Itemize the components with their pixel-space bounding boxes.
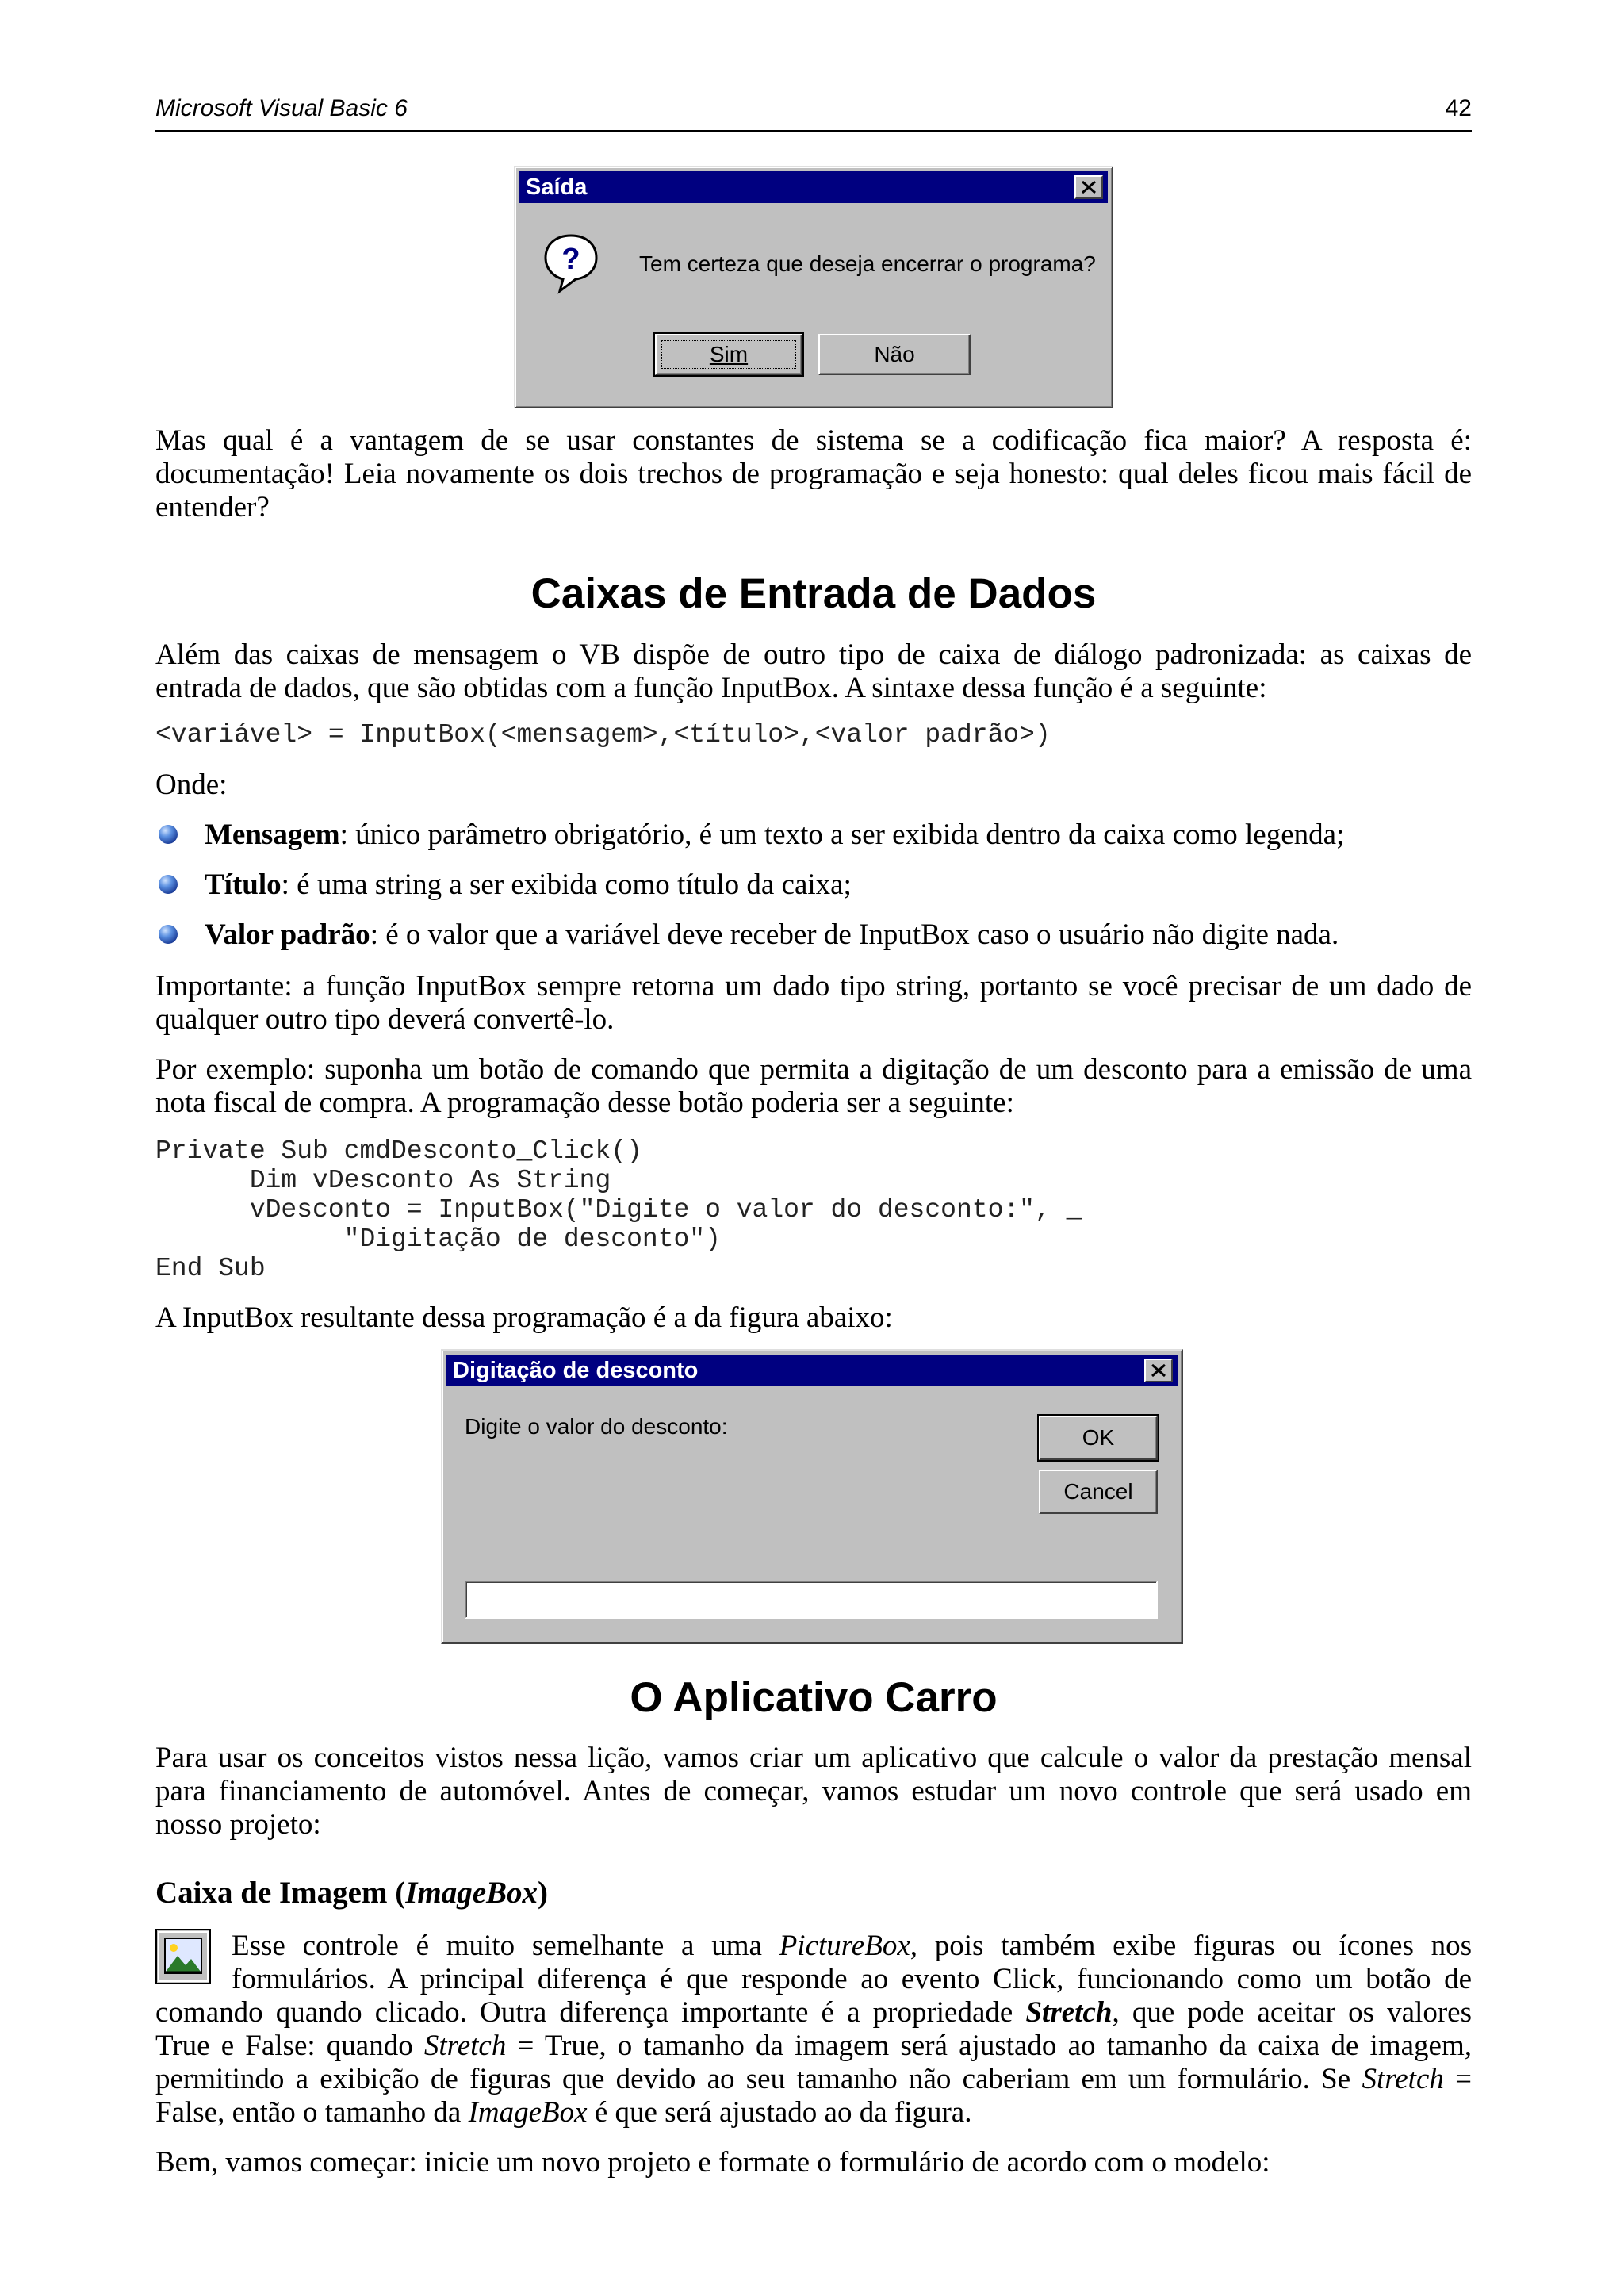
bullet-icon: [159, 925, 178, 944]
close-button[interactable]: [1074, 175, 1103, 199]
bullet-text: : é uma string a ser exibida como título da caixa;: [281, 868, 852, 901]
no-button[interactable]: [818, 334, 971, 375]
header-title: Microsoft Visual Basic 6: [155, 95, 408, 121]
inputbox-text-field[interactable]: [465, 1581, 1158, 1619]
paragraph-importante: [155, 970, 1472, 1037]
section-heading-caixas: Caixas de Entrada de Dados: [530, 570, 1097, 617]
text-line: A InputBox resultante dessa programação é a da figura abaixo:: [155, 1301, 893, 1334]
cancel-button-label: Cancel: [1063, 1479, 1133, 1504]
bullet-icon: [159, 875, 178, 894]
bullet-text: : é o valor que a variável deve receber de InputBox caso o usuário não digite nada.: [370, 918, 1339, 951]
subheading-text: ): [538, 1876, 549, 1910]
yes-button[interactable]: [655, 334, 802, 375]
ok-button-label: OK: [1082, 1425, 1115, 1450]
text-line: Mas qual é a vantagem de se usar constantes de sistema se a codificação fica maior? A resposta é:: [155, 424, 1472, 457]
text-line: comando quando clicado. Outra diferença importante é a propriedade Stretch, que pode aceitar os valores: [155, 1996, 1472, 2029]
text-line: Para usar os conceitos vistos nessa lição, vamos criar um aplicativo que calcule o valor da prestação mensal: [155, 1742, 1472, 1774]
inputbox-prompt: Digite o valor do desconto:: [465, 1414, 728, 1439]
paragraph-vantagem: [155, 424, 1472, 524]
text-line: Onde:: [155, 769, 228, 801]
paragraph-final: [155, 2146, 1472, 2179]
example-code: Private Sub cmdDesconto_Click() Dim vDesconto As String vDesconto = InputBox("Digite o valor do desconto:", _ "Digitação de desconto") End Sub: [155, 1137, 1082, 1283]
exit-dialog-titlebar: [519, 171, 1108, 203]
paragraph-resultante: [155, 1301, 1472, 1335]
page-header: [155, 94, 1472, 132]
close-icon: [1080, 179, 1097, 195]
onde-label: [155, 769, 1472, 802]
paragraph-exemplo: [155, 1053, 1472, 1120]
text-line: Bem, vamos começar: inicie um novo projeto e formate o formulário de acordo com o modelo:: [155, 2146, 1270, 2179]
paragraph-imagebox: [155, 1930, 1472, 2129]
bullet-term: Valor padrão: [205, 918, 370, 951]
text-line: para financiamento de automóvel. Antes de começar, vamos estudar um novo controle que será usado em: [155, 1775, 1472, 1807]
yes-button-label: Sim: [709, 342, 749, 366]
text-line: Por exemplo: suponha um botão de comando que permita a digitação de um desconto para a emissão de uma: [155, 1053, 1472, 1086]
focus-rect: [661, 340, 796, 369]
exit-dialog-message: Tem certeza que deseja encerrar o programa?: [639, 251, 1096, 276]
inputbox-title: Digitação de desconto: [453, 1358, 699, 1383]
page-number: 42: [1445, 95, 1472, 121]
exit-dialog-title: Saída: [526, 174, 588, 200]
no-button-label: Não: [874, 342, 915, 366]
subheading-italic: ImageBox: [405, 1876, 538, 1910]
text-line: False, então o tamanho da ImageBox é que será ajustado ao da figura.: [155, 2096, 972, 2129]
paragraph-carro-intro: [155, 1742, 1472, 1842]
text-line: documentação! Leia novamente os dois trechos de programação e seja honesto: qual deles ficou mais fácil de: [155, 458, 1472, 490]
inputbox-titlebar: [446, 1355, 1178, 1386]
text-line: True e False: quando Stretch = True, o tamanho da imagem será ajustado ao tamanho da caixa de imagem,: [155, 2030, 1472, 2062]
bullet-text: : único parâmetro obrigatório, é um texto a ser exibida dentro da caixa como legenda;: [339, 818, 1345, 851]
text-line: entender?: [155, 491, 270, 523]
ok-button[interactable]: [1039, 1416, 1158, 1460]
text-line: formulários. A principal diferença é que responde ao evento Click, funcionando como um botão de: [232, 1963, 1472, 1995]
text-line: entrada de dados, que são obtidas com a função InputBox. A sintaxe dessa função é a seguinte:: [155, 672, 1267, 704]
svg-text:?: ?: [561, 243, 580, 276]
subheading-text: Caixa de Imagem (: [155, 1876, 406, 1910]
question-icon: [539, 231, 603, 294]
bullet-term: Título: [205, 868, 282, 901]
text-line: permitindo a exibição de figuras que devido ao seu tamanho não caberiam em um formulário. Se Stretch =: [155, 2063, 1472, 2095]
text-line: Importante: a função InputBox sempre retorna um dado tipo string, portanto se você precisar de um dado de: [155, 970, 1472, 1002]
text-line: qualquer outro tipo deverá convertê-lo.: [155, 1003, 615, 1036]
bullet-icon: [159, 825, 178, 844]
bullet-term: Mensagem: [205, 818, 340, 851]
exit-dialog: [514, 166, 1113, 408]
syntax-code: <variável> = InputBox(<mensagem>,<título>,<valor padrão>): [155, 720, 1051, 749]
close-button[interactable]: [1144, 1359, 1173, 1382]
text-line: nota fiscal de compra. A programação desse botão poderia ser a seguinte:: [155, 1087, 1014, 1119]
section-heading-carro: O Aplicativo Carro: [630, 1674, 998, 1721]
text-line: Esse controle é muito semelhante a uma PictureBox, pois também exibe figuras ou ícones nos: [232, 1930, 1472, 1962]
subheading-imagebox: [155, 1875, 548, 1911]
text-line: nosso projeto:: [155, 1808, 321, 1841]
text-line: Além das caixas de mensagem o VB dispõe de outro tipo de caixa de diálogo padronizada: as caixas de: [155, 638, 1472, 671]
cancel-button[interactable]: [1039, 1470, 1158, 1514]
inputbox-dialog: [441, 1349, 1183, 1644]
close-icon: [1150, 1363, 1167, 1378]
paragraph-caixas-intro: [155, 638, 1472, 705]
